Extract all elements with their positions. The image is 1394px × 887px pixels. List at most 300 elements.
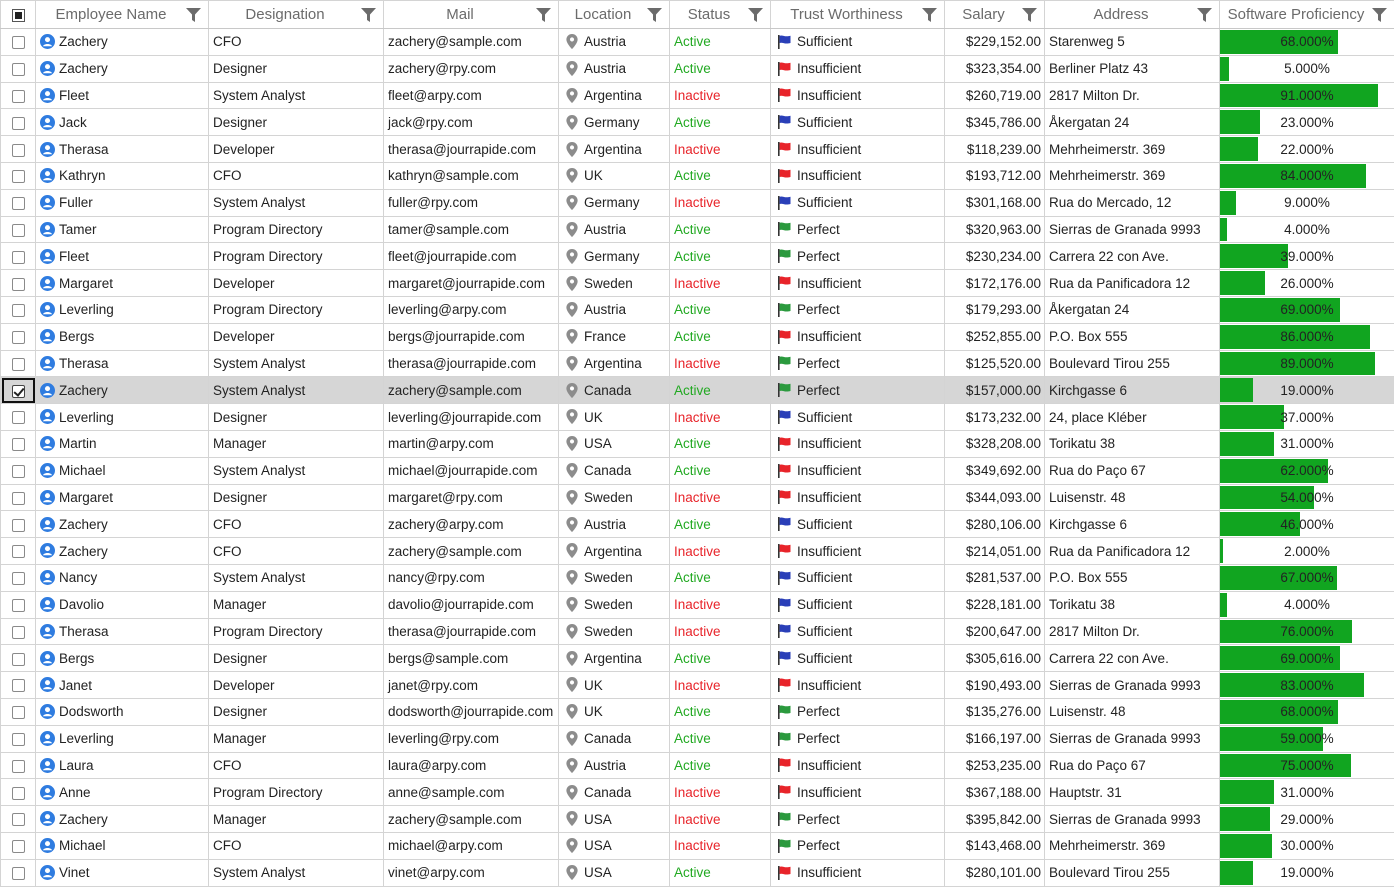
cell-trust-worthiness[interactable] — [771, 538, 945, 565]
cell-employee-name[interactable] — [36, 216, 209, 243]
cell-designation[interactable] — [209, 859, 384, 886]
cell-address[interactable] — [1045, 484, 1220, 511]
cell-software-proficiency[interactable] — [1220, 457, 1394, 484]
row-select-cell[interactable] — [1, 672, 36, 699]
row-select-cell[interactable] — [1, 779, 36, 806]
row-checkbox[interactable] — [12, 358, 25, 371]
row-checkbox[interactable] — [12, 144, 25, 157]
cell-address[interactable] — [1045, 216, 1220, 243]
cell-software-proficiency[interactable] — [1220, 189, 1394, 216]
cell-salary[interactable] — [945, 296, 1045, 323]
cell-software-proficiency[interactable] — [1220, 564, 1394, 591]
cell-software-proficiency[interactable] — [1220, 55, 1394, 82]
cell-trust-worthiness[interactable] — [771, 672, 945, 699]
table-row[interactable] — [1, 243, 1394, 270]
row-checkbox[interactable] — [12, 599, 25, 612]
cell-salary[interactable] — [945, 672, 1045, 699]
cell-software-proficiency[interactable] — [1220, 109, 1394, 136]
cell-salary[interactable] — [945, 216, 1045, 243]
row-checkbox[interactable] — [12, 840, 25, 853]
cell-status[interactable] — [670, 216, 771, 243]
cell-salary[interactable] — [945, 484, 1045, 511]
cell-mail[interactable] — [384, 109, 559, 136]
cell-employee-name[interactable] — [36, 645, 209, 672]
table-row[interactable] — [1, 296, 1394, 323]
cell-mail[interactable] — [384, 645, 559, 672]
cell-trust-worthiness[interactable] — [771, 270, 945, 297]
table-row[interactable] — [1, 323, 1394, 350]
cell-trust-worthiness[interactable] — [771, 859, 945, 886]
cell-address[interactable] — [1045, 832, 1220, 859]
row-checkbox[interactable] — [12, 304, 25, 317]
table-row[interactable] — [1, 618, 1394, 645]
cell-location[interactable] — [559, 109, 670, 136]
cell-location[interactable] — [559, 564, 670, 591]
cell-designation[interactable] — [209, 109, 384, 136]
cell-designation[interactable] — [209, 430, 384, 457]
cell-address[interactable] — [1045, 189, 1220, 216]
cell-salary[interactable] — [945, 189, 1045, 216]
cell-location[interactable] — [559, 430, 670, 457]
row-checkbox[interactable] — [12, 170, 25, 183]
cell-salary[interactable] — [945, 859, 1045, 886]
cell-employee-name[interactable] — [36, 725, 209, 752]
row-select-cell[interactable] — [1, 725, 36, 752]
cell-trust-worthiness[interactable] — [771, 29, 945, 56]
cell-employee-name[interactable] — [36, 591, 209, 618]
cell-address[interactable] — [1045, 538, 1220, 565]
cell-trust-worthiness[interactable] — [771, 698, 945, 725]
cell-status[interactable] — [670, 779, 771, 806]
cell-designation[interactable] — [209, 377, 384, 404]
cell-employee-name[interactable] — [36, 377, 209, 404]
cell-employee-name[interactable] — [36, 189, 209, 216]
cell-salary[interactable] — [945, 162, 1045, 189]
row-checkbox[interactable] — [12, 117, 25, 130]
cell-address[interactable] — [1045, 618, 1220, 645]
cell-status[interactable] — [670, 109, 771, 136]
cell-salary[interactable] — [945, 243, 1045, 270]
row-select-cell[interactable] — [1, 698, 36, 725]
cell-status[interactable] — [670, 859, 771, 886]
cell-salary[interactable] — [945, 29, 1045, 56]
cell-mail[interactable] — [384, 538, 559, 565]
cell-status[interactable] — [670, 725, 771, 752]
cell-location[interactable] — [559, 457, 670, 484]
cell-address[interactable] — [1045, 82, 1220, 109]
cell-mail[interactable] — [384, 270, 559, 297]
select-all-checkbox-box[interactable] — [12, 9, 25, 22]
cell-software-proficiency[interactable] — [1220, 698, 1394, 725]
row-checkbox[interactable] — [12, 787, 25, 800]
row-select-cell[interactable] — [1, 832, 36, 859]
cell-employee-name[interactable] — [36, 859, 209, 886]
cell-designation[interactable] — [209, 672, 384, 699]
cell-status[interactable] — [670, 136, 771, 163]
table-row[interactable] — [1, 350, 1394, 377]
cell-software-proficiency[interactable] — [1220, 430, 1394, 457]
cell-salary[interactable] — [945, 511, 1045, 538]
cell-address[interactable] — [1045, 430, 1220, 457]
row-select-cell[interactable] — [1, 216, 36, 243]
cell-employee-name[interactable] — [36, 55, 209, 82]
cell-employee-name[interactable] — [36, 109, 209, 136]
cell-trust-worthiness[interactable] — [771, 377, 945, 404]
cell-location[interactable] — [559, 82, 670, 109]
cell-status[interactable] — [670, 752, 771, 779]
cell-salary[interactable] — [945, 377, 1045, 404]
cell-location[interactable] — [559, 859, 670, 886]
table-row[interactable] — [1, 859, 1394, 886]
cell-designation[interactable] — [209, 698, 384, 725]
table-row[interactable] — [1, 136, 1394, 163]
cell-location[interactable] — [559, 645, 670, 672]
cell-address[interactable] — [1045, 779, 1220, 806]
cell-trust-worthiness[interactable] — [771, 323, 945, 350]
cell-designation[interactable] — [209, 511, 384, 538]
cell-software-proficiency[interactable] — [1220, 591, 1394, 618]
cell-salary[interactable] — [945, 404, 1045, 431]
cell-software-proficiency[interactable] — [1220, 484, 1394, 511]
cell-designation[interactable] — [209, 591, 384, 618]
cell-employee-name[interactable] — [36, 832, 209, 859]
table-row[interactable] — [1, 779, 1394, 806]
cell-trust-worthiness[interactable] — [771, 162, 945, 189]
cell-employee-name[interactable] — [36, 243, 209, 270]
table-row[interactable] — [1, 591, 1394, 618]
cell-mail[interactable] — [384, 618, 559, 645]
cell-employee-name[interactable] — [36, 82, 209, 109]
cell-mail[interactable] — [384, 752, 559, 779]
cell-designation[interactable] — [209, 323, 384, 350]
cell-status[interactable] — [670, 806, 771, 833]
cell-address[interactable] — [1045, 270, 1220, 297]
filter-icon[interactable] — [1197, 8, 1212, 22]
table-row[interactable] — [1, 564, 1394, 591]
cell-trust-worthiness[interactable] — [771, 591, 945, 618]
cell-software-proficiency[interactable] — [1220, 243, 1394, 270]
cell-location[interactable] — [559, 511, 670, 538]
cell-employee-name[interactable] — [36, 29, 209, 56]
cell-software-proficiency[interactable] — [1220, 350, 1394, 377]
cell-location[interactable] — [559, 698, 670, 725]
cell-designation[interactable] — [209, 457, 384, 484]
cell-employee-name[interactable] — [36, 538, 209, 565]
row-select-cell[interactable] — [1, 296, 36, 323]
cell-trust-worthiness[interactable] — [771, 216, 945, 243]
cell-location[interactable] — [559, 162, 670, 189]
cell-employee-name[interactable] — [36, 672, 209, 699]
cell-address[interactable] — [1045, 377, 1220, 404]
cell-status[interactable] — [670, 29, 771, 56]
cell-software-proficiency[interactable] — [1220, 618, 1394, 645]
cell-status[interactable] — [670, 296, 771, 323]
cell-software-proficiency[interactable] — [1220, 162, 1394, 189]
table-row[interactable] — [1, 55, 1394, 82]
select-all-checkbox[interactable] — [1, 1, 36, 29]
cell-status[interactable] — [670, 323, 771, 350]
filter-icon[interactable] — [922, 8, 937, 22]
cell-status[interactable] — [670, 484, 771, 511]
cell-mail[interactable] — [384, 698, 559, 725]
row-select-cell[interactable] — [1, 484, 36, 511]
cell-employee-name[interactable] — [36, 779, 209, 806]
cell-location[interactable] — [559, 404, 670, 431]
cell-salary[interactable] — [945, 109, 1045, 136]
cell-mail[interactable] — [384, 457, 559, 484]
cell-software-proficiency[interactable] — [1220, 511, 1394, 538]
row-checkbox[interactable] — [12, 278, 25, 291]
row-select-cell[interactable] — [1, 29, 36, 56]
row-checkbox[interactable] — [12, 197, 25, 210]
row-select-cell[interactable] — [1, 457, 36, 484]
cell-designation[interactable] — [209, 243, 384, 270]
cell-software-proficiency[interactable] — [1220, 136, 1394, 163]
cell-software-proficiency[interactable] — [1220, 296, 1394, 323]
cell-status[interactable] — [670, 591, 771, 618]
row-checkbox[interactable] — [12, 224, 25, 237]
cell-salary[interactable] — [945, 645, 1045, 672]
table-row[interactable] — [1, 29, 1394, 56]
cell-software-proficiency[interactable] — [1220, 645, 1394, 672]
cell-salary[interactable] — [945, 55, 1045, 82]
cell-designation[interactable] — [209, 296, 384, 323]
cell-status[interactable] — [670, 189, 771, 216]
cell-address[interactable] — [1045, 806, 1220, 833]
row-checkbox[interactable] — [12, 653, 25, 666]
row-select-cell[interactable] — [1, 859, 36, 886]
cell-trust-worthiness[interactable] — [771, 55, 945, 82]
cell-trust-worthiness[interactable] — [771, 82, 945, 109]
cell-mail[interactable] — [384, 189, 559, 216]
cell-employee-name[interactable] — [36, 323, 209, 350]
cell-location[interactable] — [559, 243, 670, 270]
cell-location[interactable] — [559, 216, 670, 243]
cell-address[interactable] — [1045, 645, 1220, 672]
cell-status[interactable] — [670, 538, 771, 565]
cell-status[interactable] — [670, 457, 771, 484]
table-row[interactable] — [1, 698, 1394, 725]
cell-employee-name[interactable] — [36, 752, 209, 779]
cell-designation[interactable] — [209, 538, 384, 565]
row-checkbox[interactable] — [12, 63, 25, 76]
table-row[interactable] — [1, 162, 1394, 189]
cell-employee-name[interactable] — [36, 484, 209, 511]
row-select-cell[interactable] — [1, 511, 36, 538]
cell-address[interactable] — [1045, 591, 1220, 618]
cell-location[interactable] — [559, 591, 670, 618]
cell-trust-worthiness[interactable] — [771, 645, 945, 672]
table-row[interactable] — [1, 645, 1394, 672]
table-row[interactable] — [1, 752, 1394, 779]
cell-designation[interactable] — [209, 404, 384, 431]
cell-mail[interactable] — [384, 377, 559, 404]
cell-trust-worthiness[interactable] — [771, 109, 945, 136]
cell-salary[interactable] — [945, 564, 1045, 591]
cell-status[interactable] — [670, 511, 771, 538]
filter-icon[interactable] — [748, 8, 763, 22]
cell-trust-worthiness[interactable] — [771, 430, 945, 457]
row-select-cell[interactable] — [1, 243, 36, 270]
cell-mail[interactable] — [384, 511, 559, 538]
cell-designation[interactable] — [209, 350, 384, 377]
cell-salary[interactable] — [945, 752, 1045, 779]
cell-status[interactable] — [670, 698, 771, 725]
cell-software-proficiency[interactable] — [1220, 725, 1394, 752]
row-select-cell[interactable] — [1, 404, 36, 431]
row-select-cell[interactable] — [1, 136, 36, 163]
cell-software-proficiency[interactable] — [1220, 538, 1394, 565]
row-checkbox[interactable] — [12, 813, 25, 826]
filter-icon[interactable] — [361, 8, 376, 22]
cell-mail[interactable] — [384, 725, 559, 752]
cell-status[interactable] — [670, 243, 771, 270]
cell-address[interactable] — [1045, 136, 1220, 163]
cell-address[interactable] — [1045, 859, 1220, 886]
cell-employee-name[interactable] — [36, 162, 209, 189]
cell-trust-worthiness[interactable] — [771, 618, 945, 645]
row-checkbox[interactable] — [12, 411, 25, 424]
column-header-software-proficiency[interactable] — [1220, 1, 1394, 29]
cell-salary[interactable] — [945, 618, 1045, 645]
cell-location[interactable] — [559, 296, 670, 323]
row-select-cell[interactable] — [1, 55, 36, 82]
row-select-cell[interactable] — [1, 82, 36, 109]
cell-location[interactable] — [559, 350, 670, 377]
table-row[interactable] — [1, 538, 1394, 565]
cell-mail[interactable] — [384, 672, 559, 699]
cell-status[interactable] — [670, 82, 771, 109]
row-select-cell[interactable] — [1, 591, 36, 618]
cell-address[interactable] — [1045, 564, 1220, 591]
cell-employee-name[interactable] — [36, 564, 209, 591]
cell-trust-worthiness[interactable] — [771, 296, 945, 323]
cell-trust-worthiness[interactable] — [771, 779, 945, 806]
row-checkbox[interactable] — [12, 545, 25, 558]
row-checkbox[interactable] — [12, 251, 25, 264]
filter-icon[interactable] — [1022, 8, 1037, 22]
cell-designation[interactable] — [209, 779, 384, 806]
cell-trust-worthiness[interactable] — [771, 564, 945, 591]
row-checkbox[interactable] — [12, 626, 25, 639]
cell-salary[interactable] — [945, 806, 1045, 833]
cell-employee-name[interactable] — [36, 457, 209, 484]
cell-software-proficiency[interactable] — [1220, 859, 1394, 886]
cell-designation[interactable] — [209, 82, 384, 109]
cell-mail[interactable] — [384, 296, 559, 323]
cell-location[interactable] — [559, 29, 670, 56]
row-select-cell[interactable] — [1, 752, 36, 779]
cell-mail[interactable] — [384, 591, 559, 618]
cell-trust-worthiness[interactable] — [771, 806, 945, 833]
cell-location[interactable] — [559, 55, 670, 82]
cell-status[interactable] — [670, 377, 771, 404]
cell-status[interactable] — [670, 618, 771, 645]
cell-salary[interactable] — [945, 270, 1045, 297]
cell-mail[interactable] — [384, 430, 559, 457]
column-header-salary[interactable] — [945, 1, 1045, 29]
cell-location[interactable] — [559, 377, 670, 404]
cell-location[interactable] — [559, 618, 670, 645]
cell-status[interactable] — [670, 430, 771, 457]
cell-software-proficiency[interactable] — [1220, 672, 1394, 699]
row-checkbox[interactable] — [12, 867, 25, 880]
cell-mail[interactable] — [384, 832, 559, 859]
column-header-status[interactable] — [670, 1, 771, 29]
cell-trust-worthiness[interactable] — [771, 457, 945, 484]
cell-salary[interactable] — [945, 591, 1045, 618]
column-header-address[interactable] — [1045, 1, 1220, 29]
cell-trust-worthiness[interactable] — [771, 243, 945, 270]
cell-address[interactable] — [1045, 323, 1220, 350]
row-select-cell[interactable] — [1, 564, 36, 591]
cell-location[interactable] — [559, 779, 670, 806]
cell-address[interactable] — [1045, 725, 1220, 752]
cell-location[interactable] — [559, 806, 670, 833]
filter-icon[interactable] — [1372, 8, 1387, 22]
cell-software-proficiency[interactable] — [1220, 270, 1394, 297]
cell-location[interactable] — [559, 189, 670, 216]
cell-mail[interactable] — [384, 564, 559, 591]
cell-employee-name[interactable] — [36, 270, 209, 297]
cell-designation[interactable] — [209, 832, 384, 859]
row-checkbox[interactable] — [12, 492, 25, 505]
cell-address[interactable] — [1045, 109, 1220, 136]
table-row[interactable] — [1, 270, 1394, 297]
cell-salary[interactable] — [945, 350, 1045, 377]
cell-status[interactable] — [670, 645, 771, 672]
cell-salary[interactable] — [945, 779, 1045, 806]
cell-status[interactable] — [670, 672, 771, 699]
row-checkbox[interactable] — [12, 331, 25, 344]
cell-designation[interactable] — [209, 55, 384, 82]
cell-location[interactable] — [559, 484, 670, 511]
table-row[interactable] — [1, 725, 1394, 752]
cell-mail[interactable] — [384, 859, 559, 886]
cell-salary[interactable] — [945, 82, 1045, 109]
cell-designation[interactable] — [209, 564, 384, 591]
cell-designation[interactable] — [209, 725, 384, 752]
cell-trust-worthiness[interactable] — [771, 404, 945, 431]
cell-address[interactable] — [1045, 162, 1220, 189]
cell-mail[interactable] — [384, 162, 559, 189]
cell-designation[interactable] — [209, 752, 384, 779]
cell-designation[interactable] — [209, 162, 384, 189]
row-checkbox[interactable] — [12, 36, 25, 49]
cell-location[interactable] — [559, 725, 670, 752]
cell-designation[interactable] — [209, 136, 384, 163]
cell-location[interactable] — [559, 270, 670, 297]
cell-designation[interactable] — [209, 484, 384, 511]
row-checkbox[interactable] — [12, 90, 25, 103]
cell-mail[interactable] — [384, 404, 559, 431]
column-header-trust-worthiness[interactable] — [771, 1, 945, 29]
cell-address[interactable] — [1045, 55, 1220, 82]
column-header-designation[interactable] — [209, 1, 384, 29]
cell-trust-worthiness[interactable] — [771, 752, 945, 779]
cell-employee-name[interactable] — [36, 404, 209, 431]
cell-mail[interactable] — [384, 243, 559, 270]
cell-address[interactable] — [1045, 243, 1220, 270]
cell-mail[interactable] — [384, 779, 559, 806]
row-select-cell[interactable] — [1, 806, 36, 833]
cell-salary[interactable] — [945, 323, 1045, 350]
cell-location[interactable] — [559, 832, 670, 859]
cell-employee-name[interactable] — [36, 698, 209, 725]
row-checkbox[interactable] — [12, 519, 25, 532]
cell-employee-name[interactable] — [36, 136, 209, 163]
cell-salary[interactable] — [945, 538, 1045, 565]
